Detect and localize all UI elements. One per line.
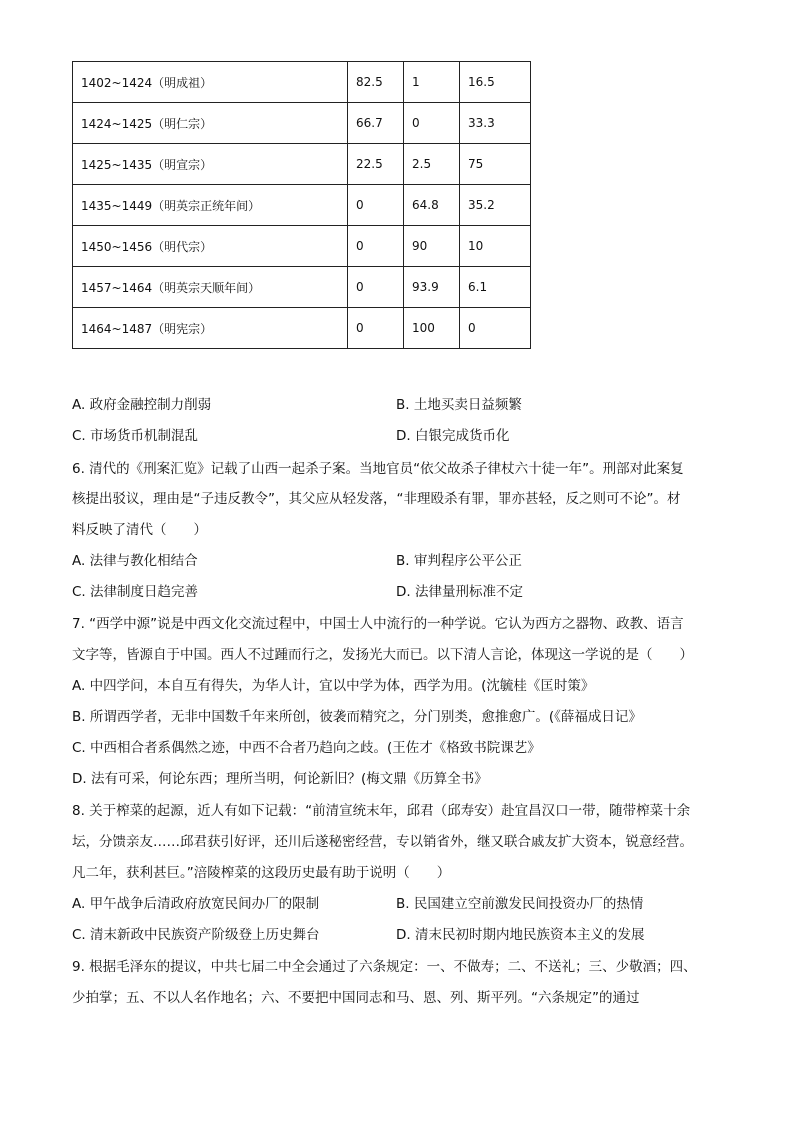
q5-option-c[interactable]: C. 市场货币机制混乱 <box>72 428 199 444</box>
q6-stem-line: 核提出驳议，理由是“子违反教令”，其父应从轻发落，“非理殴杀有罪，罪亦甚轻，反之则可不论”。材 <box>72 491 681 507</box>
q8-option-b[interactable]: B. 民国建立空前激发民间投资办厂的热情 <box>396 896 644 912</box>
table-row <box>73 308 531 349</box>
table-row <box>73 144 531 185</box>
q6-stem-line: 料反映了清代（ ） <box>72 522 207 538</box>
table-cell: 16.5 <box>460 62 531 103</box>
q6-option-a[interactable]: A. 法律与教化相结合 <box>72 553 198 569</box>
q8-stem-line: 凡二年，获利甚巨。”涪陵榨菜的这段历史最有助于说明（ ） <box>72 865 451 881</box>
q6-option-d[interactable]: D. 法律量刑标准不定 <box>396 584 523 600</box>
table-row <box>73 62 531 103</box>
q7-stem-line: 7. “西学中源”说是中西文化交流过程中，中国士人中流行的一种学说。它认为西方之器物、政教、语言 <box>72 616 684 632</box>
data-table <box>72 61 531 349</box>
table-cell: 6.1 <box>460 267 531 308</box>
q8-stem-line: 8. 关于榨菜的起源，近人有如下记载：“前清宣统末年，邱君（邱寿安）赴宜昌汉口一带，随带榨菜十余 <box>72 803 691 819</box>
table-cell: 66.7 <box>348 103 404 144</box>
table-cell: 1464~1487（明宪宗） <box>73 308 348 349</box>
table-cell: 33.3 <box>460 103 531 144</box>
table-cell: 2.5 <box>404 144 460 185</box>
table-row <box>73 226 531 267</box>
table-cell: 1402~1424（明成祖） <box>73 62 348 103</box>
q7-option-b[interactable]: B. 所谓西学者，无非中国数千年来所创，彼袭而精究之，分门别类，愈推愈广。(《薛福成日记》 <box>72 709 642 725</box>
q6-stem-line: 6. 清代的《刑案汇览》记载了山西一起杀子案。当地官员“依父故杀子律杖六十徒一年”。刑部对此案复 <box>72 461 684 477</box>
table-row <box>73 267 531 308</box>
table-cell: 100 <box>404 308 460 349</box>
table-cell: 0 <box>404 103 460 144</box>
q9-stem-line: 9. 根据毛泽东的提议，中共七届二中全会通过了六条规定：一、不做寿；二、不送礼；三、少敬酒；四、 <box>72 959 697 975</box>
table-cell: 1425~1435（明宣宗） <box>73 144 348 185</box>
q8-stem-line: 坛，分馈亲友……邱君获引好评，还川后遂秘密经营，专以销省外，继又联合戚友扩大资本，锐意经营。 <box>72 834 693 850</box>
q7-option-a[interactable]: A. 中四学问，本自互有得失，为华人计，宜以中学为体，西学为用。(沈毓桂《匡时策》 <box>72 678 595 694</box>
q7-option-d[interactable]: D. 法有可采，何论东西；理所当明，何论新旧？(梅文鼎《历算全书》 <box>72 771 488 787</box>
q5-option-b[interactable]: B. 土地买卖日益频繁 <box>396 397 522 413</box>
q7-stem-line: 文字等，皆源自于中国。西人不过踵而行之，发扬光大而已。以下清人言论，体现这一学说的是（ ） <box>72 647 693 663</box>
table-cell: 1 <box>404 62 460 103</box>
q8-option-c[interactable]: C. 清末新政中民族资产阶级登上历史舞台 <box>72 927 320 943</box>
q6-option-b[interactable]: B. 审判程序公平公正 <box>396 553 522 569</box>
table-cell: 64.8 <box>404 185 460 226</box>
table-row <box>73 185 531 226</box>
q7-option-c[interactable]: C. 中西相合者系偶然之迹，中西不合者乃趋向之歧。(王佐才《格致书院课艺》 <box>72 740 541 756</box>
q5-option-a[interactable]: A. 政府金融控制力削弱 <box>72 397 212 413</box>
table-cell: 0 <box>348 267 404 308</box>
table-cell: 93.9 <box>404 267 460 308</box>
q8-option-d[interactable]: D. 清末民初时期内地民族资本主义的发展 <box>396 927 645 943</box>
q5-option-d[interactable]: D. 白银完成货币化 <box>396 428 510 444</box>
table-cell: 90 <box>404 226 460 267</box>
table-cell: 0 <box>460 308 531 349</box>
table-cell: 0 <box>348 185 404 226</box>
table-cell: 22.5 <box>348 144 404 185</box>
q6-option-c[interactable]: C. 法律制度日趋完善 <box>72 584 199 600</box>
table-cell: 0 <box>348 226 404 267</box>
table-cell: 1457~1464（明英宗天顺年间） <box>73 267 348 308</box>
table-cell: 1450~1456（明代宗） <box>73 226 348 267</box>
table-row <box>73 103 531 144</box>
table-cell: 0 <box>348 308 404 349</box>
table-cell: 75 <box>460 144 531 185</box>
q9-stem-line: 少拍掌；五、不以人名作地名；六、不要把中国同志和马、恩、列、斯平列。“六条规定”的通过 <box>72 990 640 1006</box>
table-cell: 1424~1425（明仁宗） <box>73 103 348 144</box>
table-cell: 35.2 <box>460 185 531 226</box>
table-cell: 10 <box>460 226 531 267</box>
table-cell: 1435~1449（明英宗正统年间） <box>73 185 348 226</box>
q8-option-a[interactable]: A. 甲午战争后清政府放宽民间办厂的限制 <box>72 896 320 912</box>
table-cell: 82.5 <box>348 62 404 103</box>
